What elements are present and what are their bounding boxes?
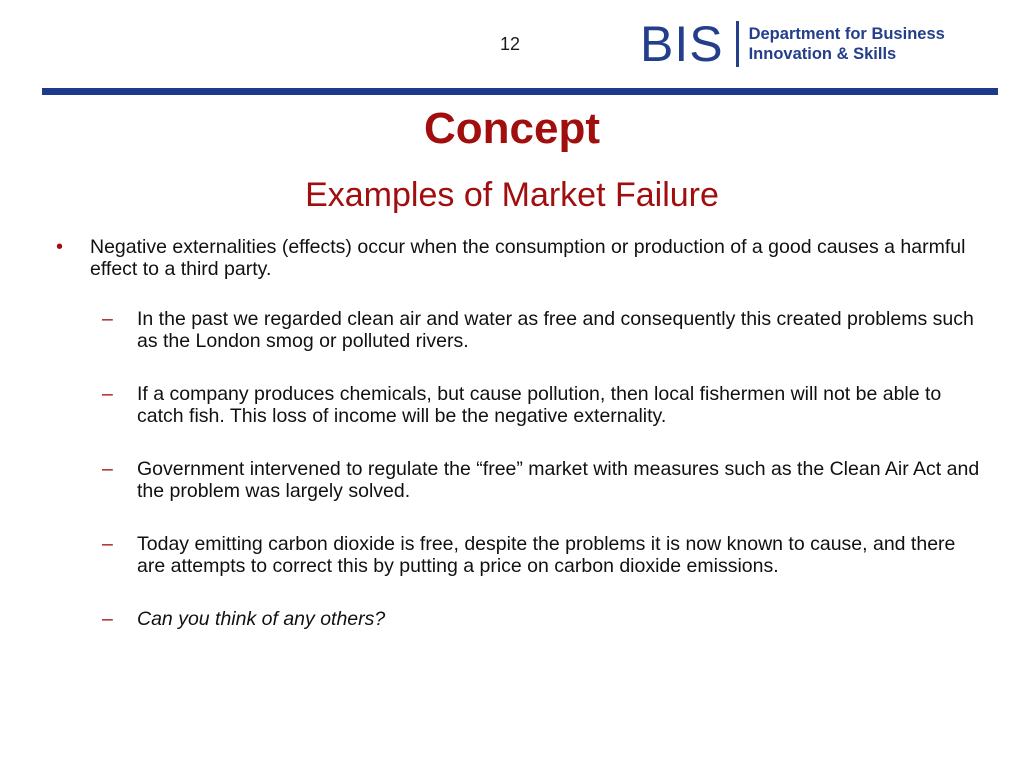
dash-marker: – <box>102 608 113 630</box>
logo-department-name <box>749 24 945 64</box>
slide-subtitle: Examples of Market Failure <box>305 176 719 214</box>
logo-line-2: Innovation & Skills <box>748 45 897 63</box>
sub-point-list <box>102 308 986 630</box>
logo-line-1: Department for Business <box>748 25 945 43</box>
slide-content <box>56 236 986 661</box>
dash-marker: – <box>102 533 113 555</box>
page-number: 12 <box>499 34 521 54</box>
bullet-marker: • <box>56 236 64 258</box>
dash-marker: – <box>102 458 113 480</box>
header-rule <box>42 88 998 95</box>
slide-title: Concept <box>424 104 600 153</box>
sub-point-item <box>102 308 986 352</box>
sub-point-text: In the past we regarded clean air and water as free and consequently this created problems such as the London smog or polluted rivers. <box>137 308 974 352</box>
sub-point-text: Today emitting carbon dioxide is free, despite the problems it is now known to cause, and there are attempts to correct this by putting a price on carbon dioxide emissions. <box>137 533 956 577</box>
sub-point-text: Government intervened to regulate the “free” market with measures such as the Clean Air Act and the problem was largely solved. <box>137 458 980 502</box>
bullet-text: Negative externalities (effects) occur when the consumption or production of a good causes a harmful effect to a third party. <box>90 236 966 280</box>
sub-point-item <box>102 533 986 577</box>
logo-acronym: BIS <box>640 16 724 72</box>
sub-point-question: Can you think of any others? <box>137 608 386 630</box>
bullet-item <box>56 236 986 280</box>
sub-point-text: If a company produces chemicals, but cause pollution, then local fishermen will not be able to catch fish. This loss of income will be the negative externality. <box>137 383 942 427</box>
sub-point-item <box>102 608 986 630</box>
sub-point-item <box>102 458 986 502</box>
dash-marker: – <box>102 308 113 330</box>
bis-logo <box>640 18 945 70</box>
dash-marker: – <box>102 383 113 405</box>
logo-divider <box>736 21 739 67</box>
sub-point-item <box>102 383 986 427</box>
